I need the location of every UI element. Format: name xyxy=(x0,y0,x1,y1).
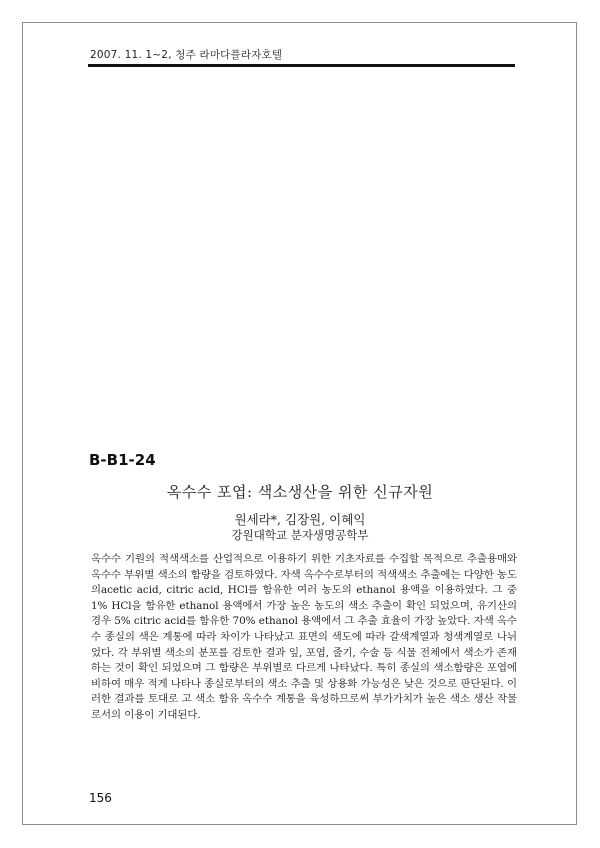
page-number: 156 xyxy=(89,791,112,805)
paper-title: 옥수수 포엽: 색소생산을 위한 신규자원 xyxy=(166,483,434,501)
session-code: B-B1-24 xyxy=(89,451,156,469)
paper-authors: 원세라*, 김장원, 이혜익 xyxy=(234,512,366,527)
paper-affiliation: 강원대학교 분자생명공학부 xyxy=(231,528,369,542)
abstract-body: 옥수수 기원의 적색색소를 산업적으로 이용하기 위한 기초자료를 수집할 목적으로 추출용매와 옥수수 부위별 색소의 함량을 검토하였다. 자색 옥수수로부터의 적색색소 추출에는 다양한 농도의acetic acid, citric acid, HCl를 함유한 여러 농도의 ethanol 용액을 이용하였다. 그 중 1% HCl을 함유한 ethanol 용액에서 가장 높은 농도의 색소 추출이 확인 되었으며, 유기산의 경우 5% citric acid를 함유한 70% ethanol 용액에서 그 추출 효율이 가장 높았다. 자색 옥수수 종실의 색은 계통에 따라 차이가 나타났고 표면의 색도에 따라 갈색계열과 청색계열로 나뉘었다. 각 부위별 색소의 분포를 검토한 결과 잎, 포엽, 줄기, 수술 등 식물 전체에서 색소가 존재하는 것이 확인 되었으며 그 함량은 부위별로 다르게 나타났다. 특히 종실의 색소함량은 포엽에 비하여 매우 적게 나타나 종실로부터의 색소 추출 및 상용화 가능성은 낮은 것으로 판단된다. 이러한 결과를 토대로 고 색소 함유 옥수수 계통을 육성하므로써 부가가치가 높은 색소 생산 작물로서의 이용이 기대된다. xyxy=(91,553,517,721)
header-rule xyxy=(88,64,515,67)
conference-header: 2007. 11. 1~2, 청주 라마다플라자호텔 xyxy=(90,49,283,61)
